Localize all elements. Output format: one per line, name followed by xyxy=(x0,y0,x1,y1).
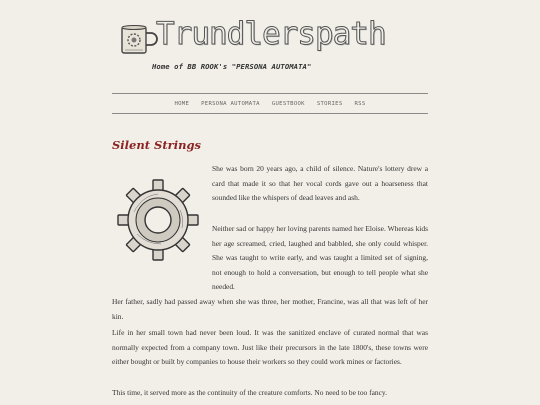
article-paragraph: Her father, sadly had passed away when she was three, her mother, Francine, was all that was left of her kin. xyxy=(112,297,428,321)
nav-home[interactable]: HOME xyxy=(174,100,190,107)
nav-persona-automata[interactable]: PERSONA AUTOMATA xyxy=(201,100,260,107)
nav-guestbook[interactable]: GUESTBOOK xyxy=(271,100,305,107)
nav-rss[interactable]: RSS xyxy=(354,100,366,107)
site-header xyxy=(112,0,428,80)
nav-stories[interactable]: STORIES xyxy=(316,100,343,107)
article-paragraph: Life in her small town had never been loud. It was the sanitized enclave of curated normal that was normally expected from a company town. Just like their precursors in the late 1800's, these towns were either bought or built by companies to house their workers so they could work mines or factories. xyxy=(112,328,428,366)
page xyxy=(112,0,428,397)
site-logo-text[interactable]: Trundlerspath xyxy=(156,16,386,52)
article-paragraph: She was born 20 years ago, a child of silence. Nature's lottery drew a card that made it so that her vocal cords gave out a hoarseness that sounded like the whispers of dead leaves and ash. xyxy=(212,164,428,202)
article-title: Silent Strings xyxy=(112,138,201,152)
article-paragraph: Neither sad or happy her loving parents named her Eloise. Whereas kids her age screamed, cried, laughed and babbled, she only could whisper. She was taught to write early, and was taught a limited set of signing, not enough to hold a conversation, but enough to tell people what she needed. xyxy=(212,224,428,291)
mug-logo-icon[interactable] xyxy=(119,23,159,57)
site-tagline: Home of BB ROOK's "PERSONA AUTOMATA" xyxy=(152,62,312,71)
main-nav xyxy=(112,93,428,114)
gear-icon xyxy=(110,172,206,268)
article-paragraph: This time, it served more as the continuity of the creature comforts. No need to be too fancy. xyxy=(112,388,388,397)
